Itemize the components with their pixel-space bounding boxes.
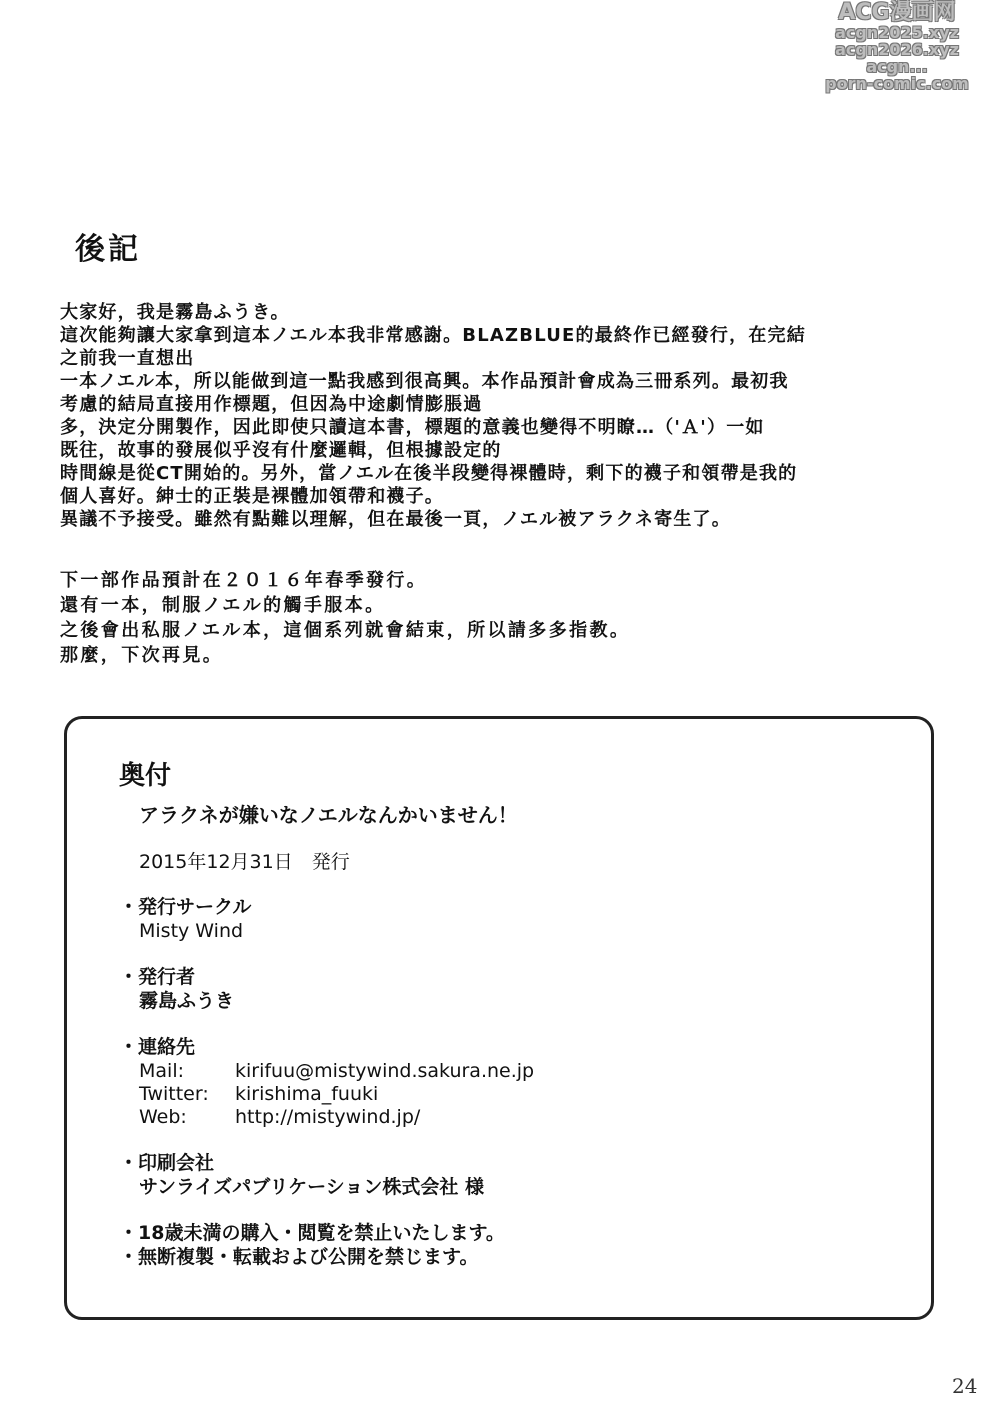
text-line: 之前我一直想出: [60, 348, 195, 369]
text-line: 之後會出私服ノエル本，這個系列就會結束，所以請多多指教。: [60, 620, 631, 641]
web-url: http://mistywind.jp/: [235, 1106, 421, 1128]
text-line: 一本ノエル本，所以能做到這一點我感到很高興。本作品預計會成為三冊系列。最初我: [60, 371, 789, 392]
page-number: 24: [952, 1374, 978, 1398]
text-line: 考慮的結局直接用作標題，但因為中途劇情膨脹過: [60, 394, 483, 415]
text-line: 還有一本，制服ノエル的觸手服本。: [60, 595, 386, 616]
watermark-line: ACG漫画网: [838, 0, 956, 25]
twitter-handle: kirishima_fuuki: [235, 1083, 379, 1105]
afterword-title: 後記: [75, 232, 141, 267]
text-line: 下一部作品預計在２０１６年春季發行。: [60, 570, 428, 591]
afterword-paragraph-2: [60, 568, 920, 668]
contact-web-row: [139, 1105, 420, 1129]
age-notice: ・18歳未満の購入・閲覧を禁止いたします。: [119, 1222, 505, 1244]
text-line: 異議不予接受。雖然有點難以理解，但在最後一頁，ノエル被アラクネ寄生了。: [60, 509, 731, 530]
circle-name: Misty Wind: [139, 920, 244, 942]
contact-label: Web:: [139, 1106, 187, 1128]
text-line: 時間線是從CT開始的。另外，當ノエル在後半段變得裸體時，剩下的襪子和領帶是我的: [60, 463, 798, 484]
text-line: 那麼，下次再見。: [60, 645, 224, 666]
contact-label: Mail:: [139, 1060, 184, 1082]
watermark-line: porn-comic.com: [825, 74, 969, 93]
publisher-name: 霧島ふうき: [139, 990, 235, 1012]
afterword-paragraph-1: [60, 301, 920, 531]
printer-name: サンライズパブリケーション株式会社 様: [139, 1176, 485, 1198]
book-title: アラクネが嫌いなノエルなんかいません！: [139, 803, 518, 827]
copyright-notice: ・無断複製・転載および公開を禁じます。: [119, 1246, 479, 1268]
mail-address: kirifuu@mistywind.sakura.ne.jp: [235, 1060, 535, 1082]
colophon-title: 奥付: [119, 761, 172, 791]
text-line: 這次能夠讓大家拿到這本ノエル本我非常感謝。BLAZBLUE的最終作已經發行，在完結: [60, 325, 806, 346]
contact-mail-row: [139, 1059, 534, 1083]
circle-heading: ・発行サークル: [119, 896, 252, 918]
contact-twitter-row: [139, 1082, 378, 1106]
text-line: 大家好，我是霧島ふうき。: [60, 302, 290, 323]
publish-date: 2015年12月31日 発行: [139, 851, 350, 873]
publisher-heading: ・発行者: [119, 966, 196, 988]
watermark-line: acgn2025.xyz: [835, 23, 959, 42]
contact-label: Twitter:: [139, 1083, 209, 1105]
text-line: 既往，故事的發展似乎沒有什麼邏輯，但根據設定的: [60, 440, 502, 461]
printer-heading: ・印刷会社: [119, 1152, 215, 1174]
text-line: 個人喜好。紳士的正裝是裸體加領帶和襪子。: [60, 486, 444, 507]
watermark-line: acgn...: [866, 57, 928, 76]
colophon-box: [64, 716, 934, 1320]
site-watermark: [822, 2, 972, 92]
contact-heading: ・連絡先: [119, 1036, 196, 1058]
text-line: 多，決定分開製作，因此即使只讀這本書，標題的意義也變得不明瞭…（'Ａ'）一如: [60, 417, 765, 438]
watermark-line: acgn2026.xyz: [835, 40, 959, 59]
